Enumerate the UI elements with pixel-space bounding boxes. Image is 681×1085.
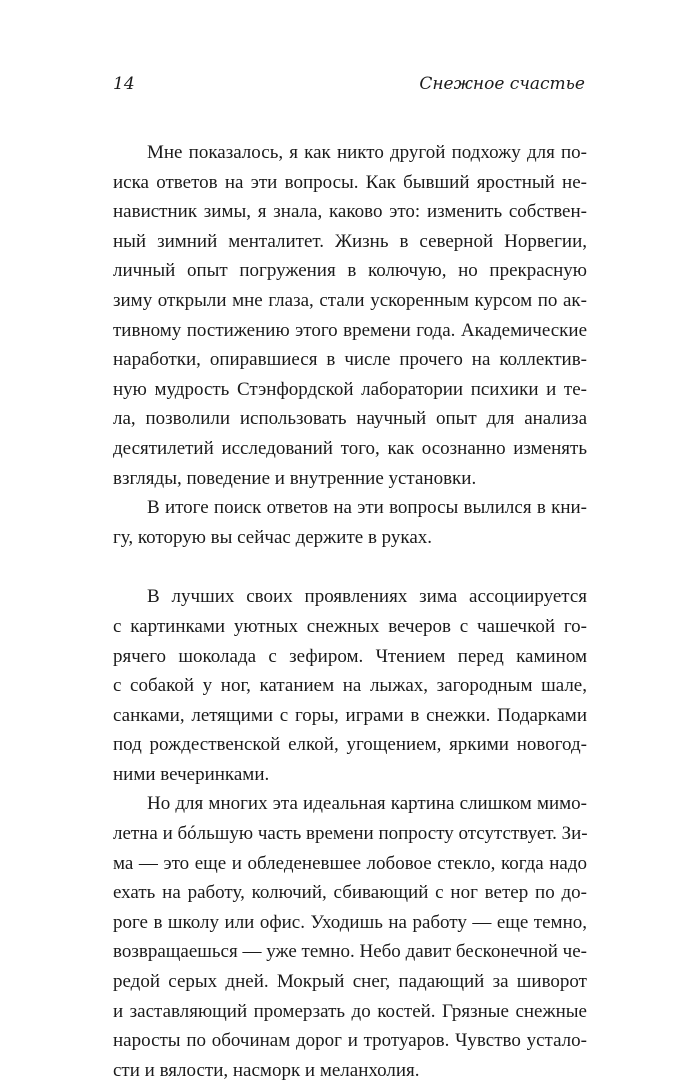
text-line: взгляды, поведение и внутренние установки. <box>113 467 477 489</box>
text-line: иска ответов на эти вопросы. Как бывший яростный не- <box>113 171 587 193</box>
text-line: с собакой у ног, катанием на лыжах, загородным шале, <box>113 675 587 697</box>
text-line: с картинками уютных снежных вечеров с чашечкой го- <box>113 615 587 637</box>
paragraph <box>113 582 587 789</box>
text-line: В итоге поиск ответов на эти вопросы вылился в кни- <box>147 497 587 519</box>
text-line: возвращаешься — уже темно. Небо давит бесконечной че- <box>113 941 587 963</box>
paragraph <box>113 789 587 1085</box>
text-line: роге в школу или офис. Уходишь на работу — еще темно, <box>113 911 587 933</box>
text-line: зиму открыли мне глаза, стали ускоренным курсом по ак- <box>113 289 587 311</box>
text-line: десятилетий исследований того, как осознанно изменять <box>113 437 587 459</box>
section-break <box>113 552 587 582</box>
text-line: тивному постижению этого времени года. Академические <box>113 319 587 341</box>
page-number: 14 <box>113 74 135 94</box>
text-line: ехать на работу, колючий, сбивающий с ног ветер по до- <box>113 882 587 904</box>
text-line: ла, позволили использовать научный опыт для анализа <box>113 408 587 430</box>
text-line: наросты по обочинам дорог и тротуаров. Чувство устало- <box>113 1030 587 1052</box>
text-line: и заставляющий промерзать до костей. Грязные снежные <box>113 1000 587 1022</box>
text-line: гу, которую вы сейчас держите в руках. <box>113 526 433 548</box>
text-line: Но для многих эта идеальная картина слишком мимо- <box>147 793 587 815</box>
text-line: личный опыт погружения в колючую, но прекрасную <box>113 260 587 282</box>
text-line: ними вечеринками. <box>113 763 270 785</box>
text-line: сти и вялости, насморк и меланхолия. <box>113 1059 420 1081</box>
text-line: В лучших своих проявлениях зима ассоциируется <box>147 586 587 608</box>
body-text <box>113 138 587 1085</box>
text-line: летна и бóльшую часть времени попросту отсутствует. Зи- <box>113 823 588 845</box>
text-line: редой серых дней. Мокрый снег, падающий за шиворот <box>113 971 587 993</box>
text-line: санками, летящими с горы, играми в снежки. Подарками <box>113 704 587 726</box>
paragraph <box>113 138 587 493</box>
paragraph <box>113 493 587 552</box>
running-head <box>0 74 681 104</box>
text-line: навистник зимы, я знала, каково это: изменить собствен- <box>113 201 587 223</box>
text-line: Мне показалось, я как никто другой подхожу для по- <box>147 142 587 163</box>
text-line: под рождественской елкой, угощением, яркими новогод- <box>113 734 587 756</box>
text-line: рячего шоколада с зефиром. Чтением перед камином <box>113 645 587 667</box>
text-line: ма — это еще и обледеневшее лобовое стекло, когда надо <box>113 852 587 874</box>
text-line: ный зимний менталитет. Жизнь в северной Норвегии, <box>113 230 587 252</box>
book-title: Снежное счастье <box>419 74 585 94</box>
text-line: ную мудрость Стэнфордской лаборатории психики и те- <box>113 378 587 400</box>
text-line: наработки, опиравшиеся в числе прочего на коллектив- <box>113 349 587 371</box>
